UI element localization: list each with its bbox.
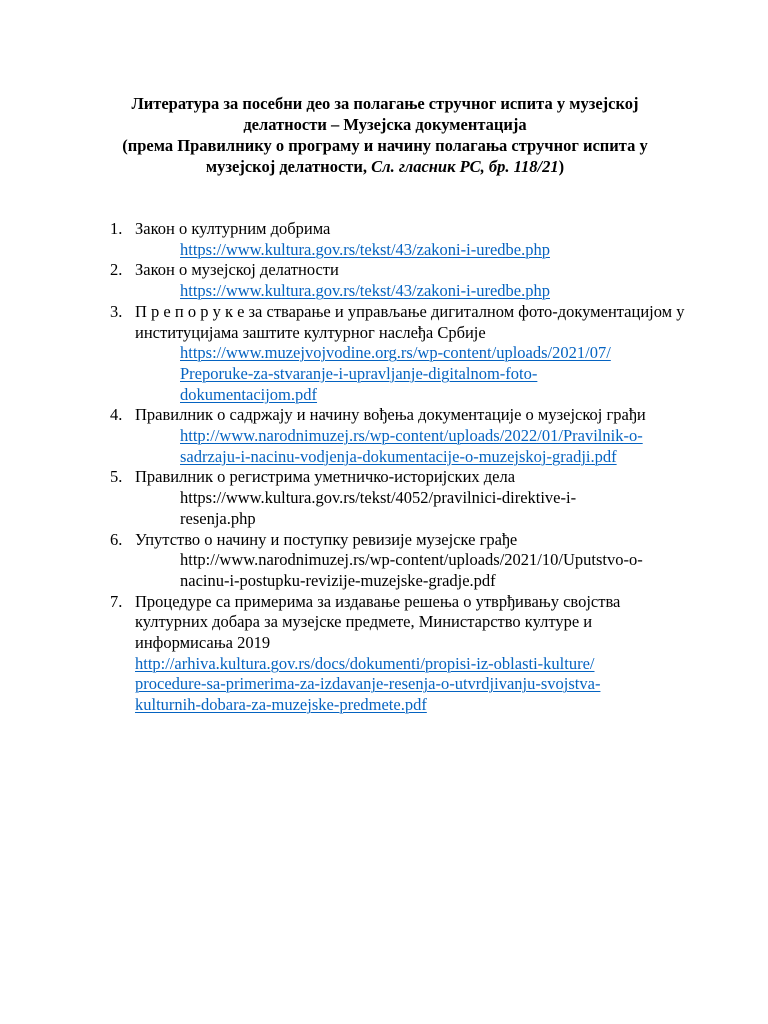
link-line: Preporuke-za-stvaranje-i-upravljanje-digitalnom-foto- bbox=[180, 363, 538, 383]
list-item-title: П р е п о р у к е за стварање и управљање дигиталном фото-документацијом у институцијама заштите културног наслеђа Србије bbox=[135, 301, 685, 342]
document-heading bbox=[90, 93, 680, 177]
list-number: 7. bbox=[110, 591, 123, 611]
list-item-title: Правилник о садржају и начину вођења документације о музејској грађи bbox=[135, 405, 646, 425]
list-item-link[interactable] bbox=[135, 426, 690, 467]
url-line: http://www.narodnimuzej.rs/wp-content/uploads/2021/10/Uputstvo-o- bbox=[180, 550, 643, 570]
list-number: 3. bbox=[110, 301, 123, 321]
list-item-link[interactable] bbox=[135, 654, 690, 716]
link-line: procedure-sa-primerima-za-izdavanje-resenja-o-utvrdjivanju-svojstva- bbox=[135, 674, 601, 694]
list-item-title: Закон о музејској делатности bbox=[135, 260, 339, 280]
list-item-1 bbox=[110, 219, 690, 260]
list-item-url-text bbox=[135, 488, 690, 529]
list-item-5 bbox=[110, 467, 690, 529]
list-item-title: Процедуре са примерима за издавање решења о утврђивању својства културних добара за музејске предмете, Министарство културе и информисања 2019 bbox=[135, 591, 621, 653]
list-number: 4. bbox=[110, 405, 123, 425]
list-item-2 bbox=[110, 260, 690, 301]
list-item-title: Закон о културним добрима bbox=[135, 219, 331, 238]
link-line: kulturnih-dobara-za-muzejske-predmete.pdf bbox=[135, 695, 427, 715]
list-item-3 bbox=[110, 302, 690, 406]
link-line: dokumentacijom.pdf bbox=[180, 384, 318, 404]
link-line: http://www.narodnimuzej.rs/wp-content/uploads/2022/01/Pravilnik-o- bbox=[180, 426, 643, 446]
list-item-title: Упутство о начину и поступку ревизије музејске грађе bbox=[135, 529, 518, 549]
heading-subtitle-italic: Сл. гласник РС, бр. 118/21 bbox=[371, 157, 559, 176]
list-item-title: Правилник о регистрима уметничко-историјских дела bbox=[135, 467, 516, 487]
link-line: https://www.kultura.gov.rs/tekst/43/zakoni-i-uredbe.php bbox=[180, 281, 550, 301]
url-line: https://www.kultura.gov.rs/tekst/4052/pravilnici-direktive-i- bbox=[180, 488, 577, 508]
list-number: 6. bbox=[110, 529, 123, 549]
list-item-link[interactable] bbox=[135, 240, 690, 261]
heading-subtitle-suffix: ) bbox=[558, 157, 565, 176]
url-line: nacinu-i-postupku-revizije-muzejske-gradje.pdf bbox=[180, 570, 496, 590]
list-number: 2. bbox=[110, 260, 123, 280]
link-line: https://www.muzejvojvodine.org.rs/wp-content/uploads/2021/07/ bbox=[180, 343, 611, 363]
list-item-link[interactable] bbox=[135, 343, 690, 405]
list-item-url-text bbox=[135, 550, 690, 591]
url-line: resenja.php bbox=[180, 508, 256, 528]
list-number: 1. bbox=[110, 219, 123, 238]
link-line: sadrzaju-i-nacinu-vodjenja-dokumentacije-o-muzejskoj-gradji.pdf bbox=[180, 446, 617, 466]
list-item-4 bbox=[110, 405, 690, 467]
heading-title: Литература за посебни део за полагање стручног испита у музејској делатности – Музејска документација bbox=[131, 94, 639, 134]
link-line: https://www.kultura.gov.rs/tekst/43/zakoni-i-uredbe.php bbox=[180, 239, 550, 259]
literature-list bbox=[110, 219, 690, 716]
list-number: 5. bbox=[110, 467, 123, 487]
list-item-link[interactable] bbox=[135, 281, 690, 302]
list-item-7 bbox=[110, 592, 690, 716]
link-line: http://arhiva.kultura.gov.rs/docs/dokumenti/propisi-iz-oblasti-kulture/ bbox=[135, 653, 595, 673]
list-item-6 bbox=[110, 530, 690, 592]
heading-subtitle-prefix: (према Правилнику о програму и начину полагања стручног испита у музејској делатности, bbox=[122, 136, 648, 176]
